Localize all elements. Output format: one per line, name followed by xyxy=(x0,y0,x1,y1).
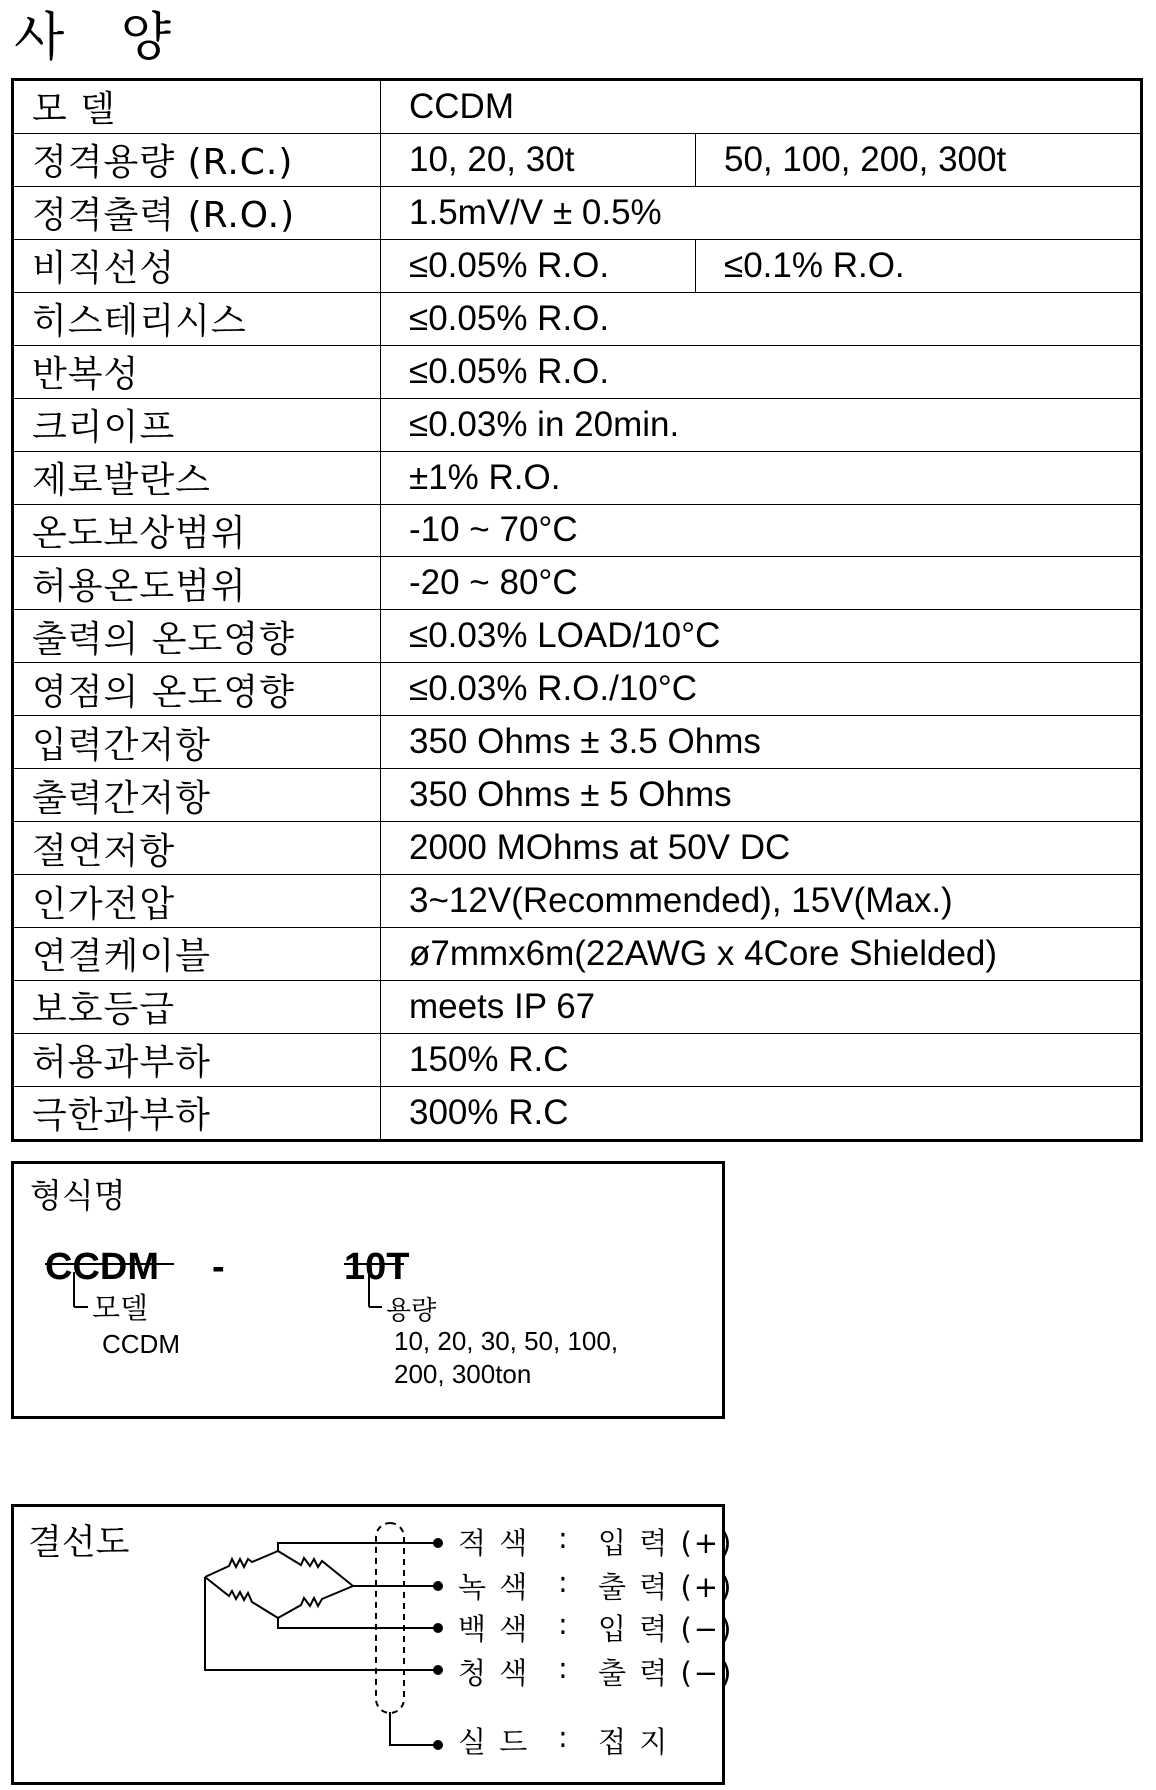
terminal-dot-2 xyxy=(433,1581,443,1591)
spec-label: 허용온도범위 xyxy=(13,557,381,610)
wire-separator: : xyxy=(558,1607,570,1641)
spec-row xyxy=(13,239,1142,292)
spec-row xyxy=(13,980,1142,1033)
spec-value: CCDM xyxy=(381,80,1142,134)
spec-value: 1.5mV/V ± 0.5% xyxy=(381,186,1142,239)
spec-value: ≤0.1% R.O. xyxy=(696,239,1142,292)
spec-value: meets IP 67 xyxy=(381,980,1142,1033)
spec-label: 정격용량 (R.C.) xyxy=(13,133,381,186)
spec-row xyxy=(13,133,1142,186)
capacity-values-line2: 200, 300ton xyxy=(394,1359,532,1389)
wire-color-label: 실 드 xyxy=(458,1725,530,1759)
wiring-diagram-box xyxy=(11,1504,734,1785)
spec-value: 50, 100, 200, 300t xyxy=(696,133,1142,186)
wire-color-label: 적 색 xyxy=(458,1526,530,1560)
page-title: 사 양 xyxy=(14,8,191,68)
spec-table xyxy=(11,78,1143,1142)
spec-label: 영점의 온도영향 xyxy=(13,663,381,716)
spec-row xyxy=(13,504,1142,557)
spec-row xyxy=(13,345,1142,398)
spec-label: 출력간저항 xyxy=(13,769,381,822)
spec-label: 크리이프 xyxy=(13,398,381,451)
spec-value: -20 ~ 80°C xyxy=(381,557,1142,610)
spec-label: 절연저항 xyxy=(13,822,381,875)
model-naming-box xyxy=(11,1161,725,1419)
spec-value: 10, 20, 30t xyxy=(381,133,696,186)
spec-value: 300% R.C xyxy=(381,1086,1142,1140)
spec-value: ≤0.03% R.O./10°C xyxy=(381,663,1142,716)
wire-white xyxy=(278,1618,436,1628)
spec-value: ø7mmx6m(22AWG x 4Core Shielded) xyxy=(381,928,1142,981)
spec-label: 연결케이블 xyxy=(13,928,381,981)
bridge-edge-bottom-left xyxy=(205,1577,278,1618)
bridge-edge-top-right xyxy=(278,1551,353,1586)
wire-separator: : xyxy=(558,1651,570,1685)
spec-value: -10 ~ 70°C xyxy=(381,504,1142,557)
spec-row xyxy=(13,80,1142,134)
wire-function-label: 출 력 (+) xyxy=(598,1570,734,1604)
bridge-edge-bottom-right xyxy=(278,1586,353,1618)
spec-value: ≤0.05% R.O. xyxy=(381,345,1142,398)
terminal-dot-3 xyxy=(433,1623,443,1633)
spec-label: 비직선성 xyxy=(13,239,381,292)
spec-label: 온도보상범위 xyxy=(13,504,381,557)
shield-outline xyxy=(376,1523,404,1713)
spec-value: 2000 MOhms at 50V DC xyxy=(381,822,1142,875)
spec-row xyxy=(13,769,1142,822)
spec-value: ≤0.05% R.O. xyxy=(381,292,1142,345)
wire-function-label: 입 력 (+) xyxy=(598,1526,734,1560)
wire-separator: : xyxy=(558,1521,570,1555)
spec-label: 극한과부하 xyxy=(13,1086,381,1140)
spec-row xyxy=(13,451,1142,504)
wire-function-label: 접 지 xyxy=(598,1725,670,1759)
spec-label: 입력간저항 xyxy=(13,716,381,769)
spec-value: ≤0.03% in 20min. xyxy=(381,398,1142,451)
spec-row xyxy=(13,663,1142,716)
wire-color-label: 백 색 xyxy=(458,1612,530,1646)
spec-row xyxy=(13,1033,1142,1086)
spec-row xyxy=(13,186,1142,239)
wire-color-label: 녹 색 xyxy=(458,1570,530,1604)
spec-row xyxy=(13,292,1142,345)
spec-value: ±1% R.O. xyxy=(381,451,1142,504)
spec-label: 보호등급 xyxy=(13,980,381,1033)
spec-label: 모 델 xyxy=(13,80,381,134)
spec-value: ≤0.03% LOAD/10°C xyxy=(381,610,1142,663)
wire-separator: : xyxy=(558,1720,570,1754)
capacity-code: 10T xyxy=(344,1246,410,1288)
spec-row xyxy=(13,928,1142,981)
spec-row xyxy=(13,1086,1142,1140)
spec-label: 출력의 온도영향 xyxy=(13,610,381,663)
spec-row xyxy=(13,398,1142,451)
spec-label: 반복성 xyxy=(13,345,381,398)
spec-row xyxy=(13,875,1142,928)
spec-row xyxy=(13,557,1142,610)
spec-value: 350 Ohms ± 5 Ohms xyxy=(381,769,1142,822)
spec-value: 150% R.C xyxy=(381,1033,1142,1086)
wiring-title: 결선도 xyxy=(28,1523,130,1563)
model-naming-title: 형식명 xyxy=(30,1176,126,1215)
capacity-label: 용량 xyxy=(386,1296,437,1326)
wire-separator: : xyxy=(558,1565,570,1599)
spec-label: 히스테리시스 xyxy=(13,292,381,345)
bridge-edge-top-left xyxy=(205,1551,278,1577)
wire-shield xyxy=(390,1712,436,1745)
wire-function-label: 출 력 (−) xyxy=(598,1656,734,1690)
terminal-dot-4 xyxy=(433,1665,443,1675)
terminal-dot-1 xyxy=(433,1538,443,1548)
wire-red xyxy=(278,1543,436,1551)
spec-row xyxy=(13,716,1142,769)
wire-color-label: 청 색 xyxy=(458,1656,530,1690)
spec-value: 350 Ohms ± 3.5 Ohms xyxy=(381,716,1142,769)
model-code: CCDM xyxy=(45,1246,159,1288)
model-value: CCDM xyxy=(102,1329,180,1359)
spec-value: 3~12V(Recommended), 15V(Max.) xyxy=(381,875,1142,928)
spec-value: ≤0.05% R.O. xyxy=(381,239,696,292)
model-separator: - xyxy=(212,1246,225,1288)
spec-label: 인가전압 xyxy=(13,875,381,928)
capacity-values-line1: 10, 20, 30, 50, 100, xyxy=(394,1326,619,1356)
terminal-dot-5 xyxy=(433,1740,443,1750)
spec-row xyxy=(13,822,1142,875)
spec-label: 제로발란스 xyxy=(13,451,381,504)
spec-label: 정격출력 (R.O.) xyxy=(13,186,381,239)
model-label: 모델 xyxy=(92,1291,149,1325)
spec-label: 허용과부하 xyxy=(13,1033,381,1086)
wire-function-label: 입 력 (−) xyxy=(598,1612,734,1646)
spec-row xyxy=(13,610,1142,663)
